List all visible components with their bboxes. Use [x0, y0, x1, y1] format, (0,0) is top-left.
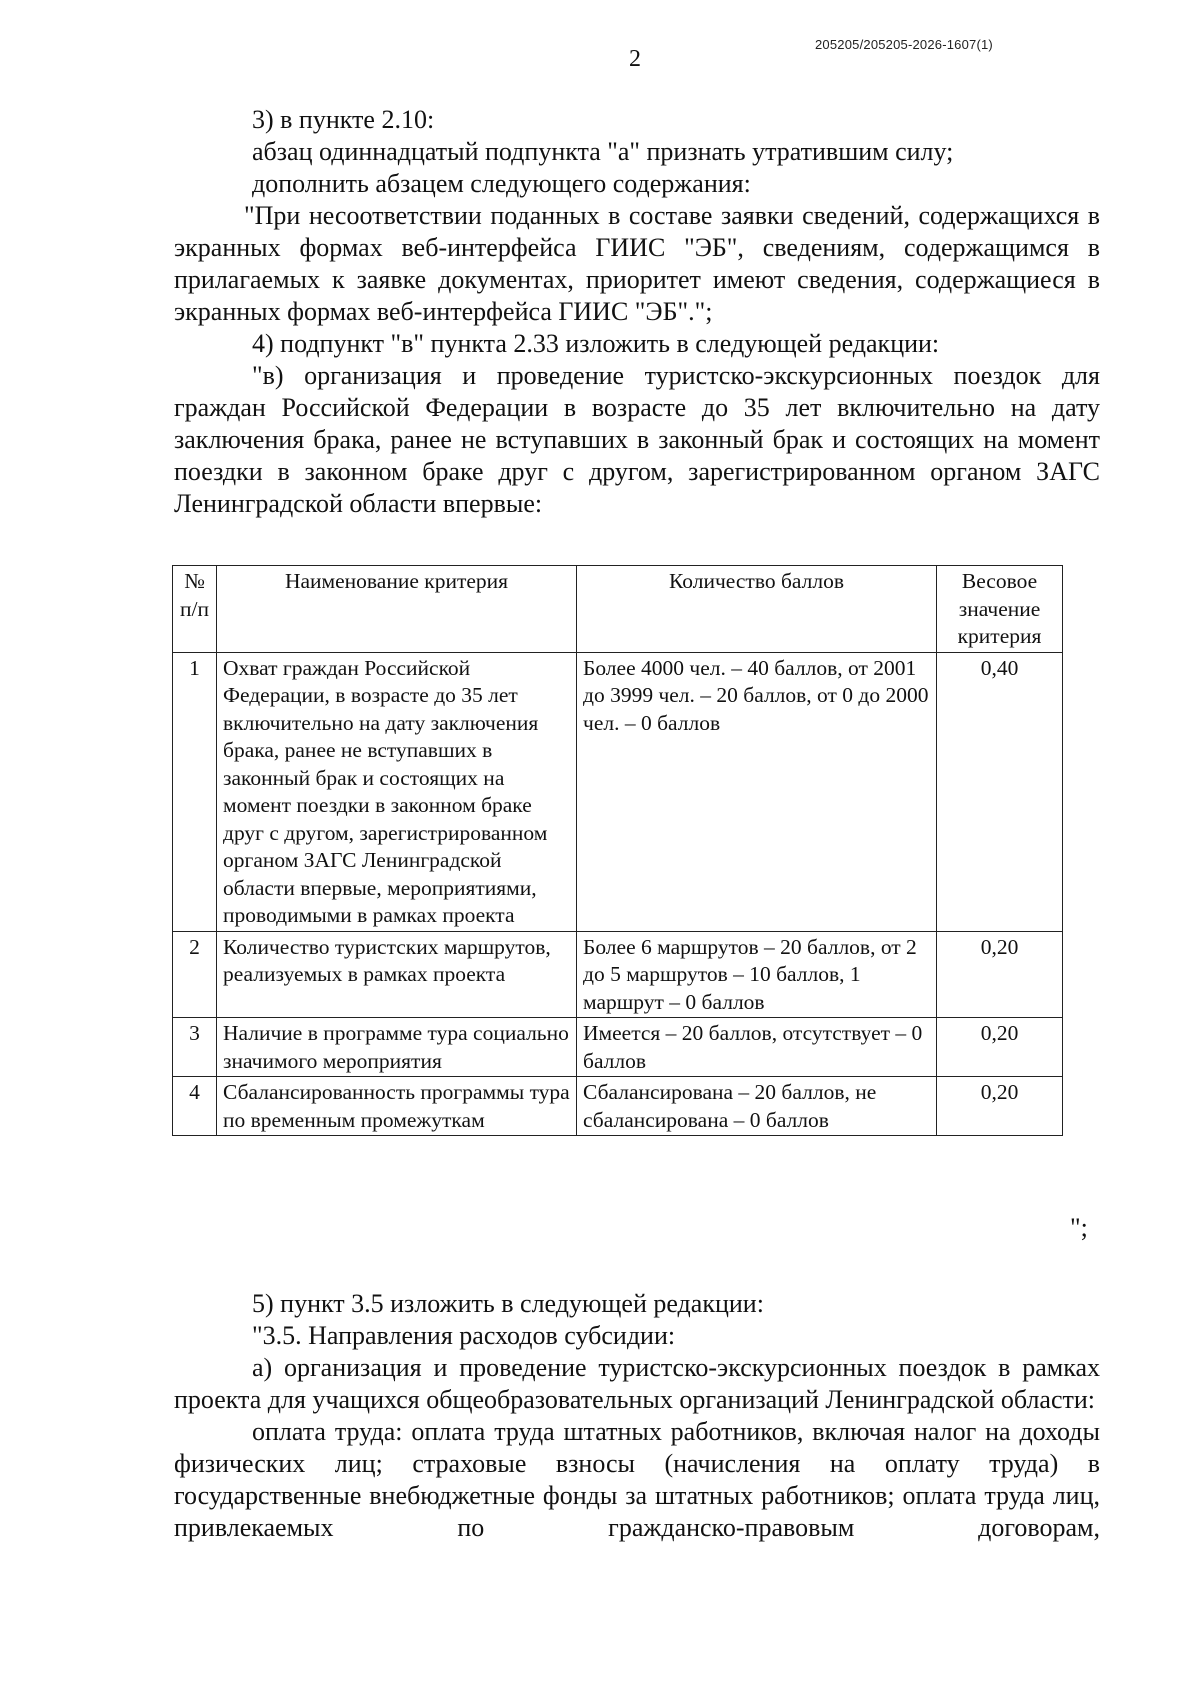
criteria-table-container [172, 565, 1063, 1136]
row-number: 1 [173, 652, 217, 931]
table-closing-quote: "; [1070, 1213, 1088, 1242]
row-number: 3 [173, 1018, 217, 1077]
criterion-name: Охват граждан Российской Федерации, в возрасте до 35 лет включительно на дату заключения брака, ранее не вступавших в законный брак и состоящих на момент поездки в законном браке друг с другом, зарегистрированном органом ЗАГС Ленинградской области впервые, мероприятиями, проводимыми в рамках проекта [217, 652, 577, 931]
table-row [173, 652, 1063, 931]
paragraph: "3.5. Направления расходов субсидии: [252, 1321, 676, 1350]
table-row [173, 1077, 1063, 1136]
criterion-weight: 0,20 [937, 1018, 1063, 1077]
criterion-points: Имеется – 20 баллов, отсутствует – 0 баллов [577, 1018, 937, 1077]
table-header-row [173, 566, 1063, 653]
paragraph: 3) в пункте 2.10: [252, 105, 435, 134]
paragraph: "в) организация и проведение туристско-экскурсионных поездок для граждан Российской Федерации в возрасте до 35 лет включительно на дату заключения брака, ранее не вступавших в законный брак и состоящих на момент поездки в законном браке друг с другом, зарегистрированном органом ЗАГС Ленинградской области впервые: [174, 361, 1100, 518]
criterion-weight: 0,20 [937, 1077, 1063, 1136]
criterion-points: Более 4000 чел. – 40 баллов, от 2001 до 3999 чел. – 20 баллов, от 0 до 2000 чел. – 0 баллов [577, 652, 937, 931]
criterion-points: Более 6 маршрутов – 20 баллов, от 2 до 5 маршрутов – 10 баллов, 1 маршрут – 0 баллов [577, 931, 937, 1018]
text-block-after-table [174, 1288, 1100, 1544]
paragraph: а) организация и проведение туристско-экскурсионных поездок в рамках проекта для учащихся общеобразовательных организаций Ленинградской области: [174, 1353, 1100, 1414]
table-row [173, 931, 1063, 1018]
row-number: 4 [173, 1077, 217, 1136]
criterion-weight: 0,20 [937, 931, 1063, 1018]
table-row [173, 1018, 1063, 1077]
row-number: 2 [173, 931, 217, 1018]
paragraph: 5) пункт 3.5 изложить в следующей редакции: [252, 1289, 764, 1318]
header-weight: Весовое значение критерия [937, 566, 1063, 653]
document-id: 205205/205205-2026-1607(1) [815, 37, 993, 52]
header-criterion-name: Наименование критерия [217, 566, 577, 653]
page-number: 2 [629, 46, 641, 72]
paragraph: абзац одиннадцатый подпункта "а" признать утратившим силу; [252, 137, 954, 166]
header-number: № п/п [173, 566, 217, 653]
criterion-points: Сбалансирована – 20 баллов, не сбалансирована – 0 баллов [577, 1077, 937, 1136]
text-block-before-table [174, 104, 1100, 520]
criterion-name: Количество туристских маршрутов, реализуемых в рамках проекта [217, 931, 577, 1018]
paragraph: "При несоответствии поданных в составе заявки сведений, содержащихся в экранных формах веб-интерфейса ГИИС "ЭБ", сведениям, содержащимся в прилагаемых к заявке документах, приоритет имеют сведения, содержащиеся в экранных формах веб-интерфейса ГИИС "ЭБ"."; [174, 201, 1100, 326]
header-points: Количество баллов [577, 566, 937, 653]
criteria-table [172, 565, 1063, 1136]
paragraph: 4) подпункт "в" пункта 2.33 изложить в следующей редакции: [252, 329, 940, 358]
paragraph: дополнить абзацем следующего содержания: [252, 169, 751, 198]
paragraph: оплата труда: оплата труда штатных работников, включая налог на доходы физических лиц; страховые взносы (начисления на оплату труда) в государственные внебюджетные фонды за штатных работников; оплата труда лиц, привлекаемых по гражданско-правовым договорам, [174, 1417, 1100, 1542]
criterion-weight: 0,40 [937, 652, 1063, 931]
criterion-name: Сбалансированность программы тура по временным промежуткам [217, 1077, 577, 1136]
criterion-name: Наличие в программе тура социально значимого мероприятия [217, 1018, 577, 1077]
